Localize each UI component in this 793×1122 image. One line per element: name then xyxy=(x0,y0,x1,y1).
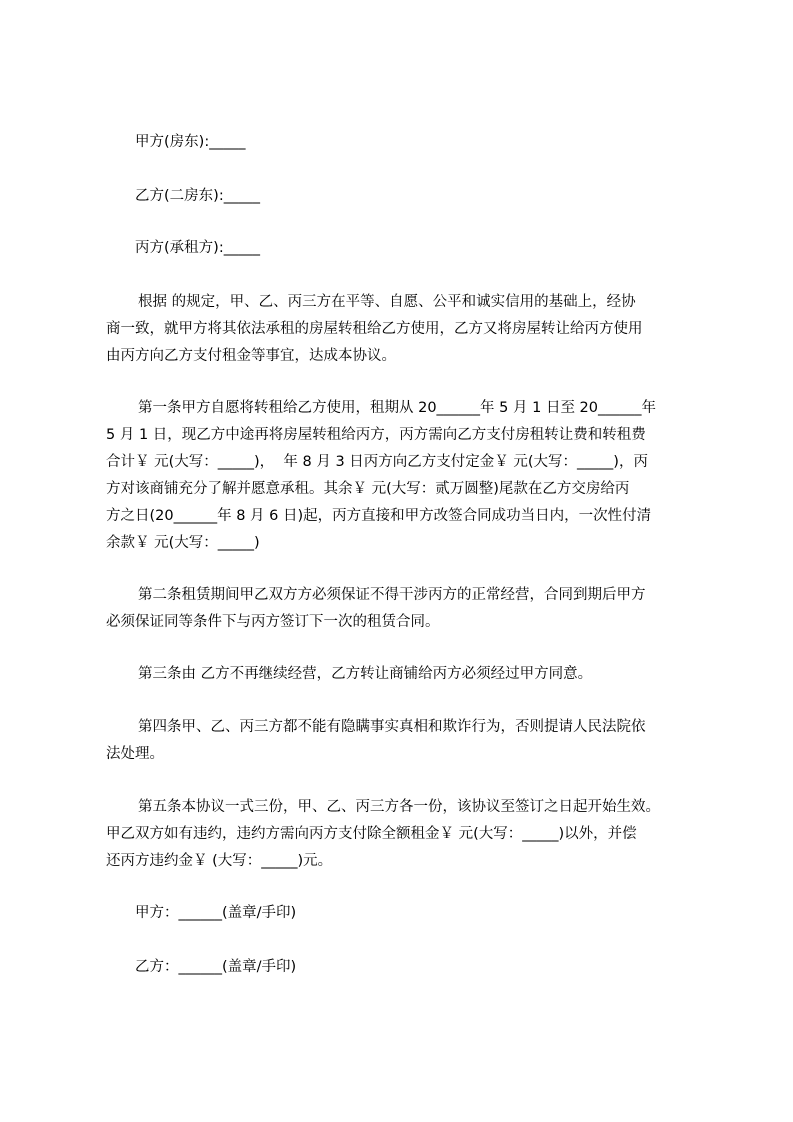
article5-line-1: 第五条本协议一式三份，甲、乙、丙三方各一份，该协议至签订之日起开始生效。 xyxy=(138,799,660,815)
signature-party-b: 乙方：______(盖章/手印) xyxy=(135,959,297,975)
party-b-line: 乙方(二房东):_____ xyxy=(135,188,260,204)
preamble-line-3: 由丙方向乙方支付租金等事宜，达成本协议。 xyxy=(106,348,396,364)
article1-line-1: 第一条甲方自愿将转租给乙方使用，租期从 20______年 5 月 1 日至 20______年 xyxy=(138,400,657,416)
article5-line-2: 甲乙双方如有违约，违约方需向丙方支付除全额租金￥ 元(大写：_____)以外，并偿 xyxy=(106,826,637,842)
article5-line-3: 还丙方违约金￥ (大写：_____)元。 xyxy=(106,853,333,869)
article4-line-1: 第四条甲、乙、丙三方都不能有隐瞒事实真相和欺诈行为，否则提请人民法院依 xyxy=(138,719,646,735)
article3-line-1: 第三条由 乙方不再继续经营，乙方转让商铺给丙方必须经过甲方同意。 xyxy=(138,666,593,682)
party-a-line: 甲方(房东):_____ xyxy=(135,134,246,150)
article1-line-3: 合计￥ 元(大写：_____)， 年 8 月 3 日丙方向乙方支付定金￥ 元(大写：_____)，丙 xyxy=(106,454,648,470)
article1-line-4: 方对该商铺充分了解并愿意承租。其余￥ 元(大写：贰万圆整)尾款在乙方交房给丙 xyxy=(106,481,630,497)
signature-party-a: 甲方：______(盖章/手印) xyxy=(135,905,297,921)
article2-line-2: 必须保证同等条件下与丙方签订下一次的租赁合同。 xyxy=(106,614,440,630)
article1-line-6: 余款￥ 元(大写：_____) xyxy=(106,535,260,551)
article1-line-5: 方之日(20______年 8 月 6 日)起，丙方直接和甲方改签合同成功当日内，一次性付清 xyxy=(106,508,652,524)
preamble-line-2: 商一致，就甲方将其依法承租的房屋转租给乙方使用，乙方又将房屋转让给丙方使用 xyxy=(106,321,643,337)
article1-line-2: 5 月 1 日，现乙方中途再将房屋转租给丙方，丙方需向乙方支付房租转让费和转租费 xyxy=(106,427,646,443)
preamble-line-1: 根据 的规定，甲、乙、丙三方在平等、自愿、公平和诚实信用的基础上，经协 xyxy=(138,294,636,310)
article2-line-1: 第二条租赁期间甲乙双方方必须保证不得干涉丙方的正常经营，合同到期后甲方 xyxy=(138,587,646,603)
article4-line-2: 法处理。 xyxy=(106,746,164,762)
party-c-line: 丙方(承租方):_____ xyxy=(135,240,260,256)
